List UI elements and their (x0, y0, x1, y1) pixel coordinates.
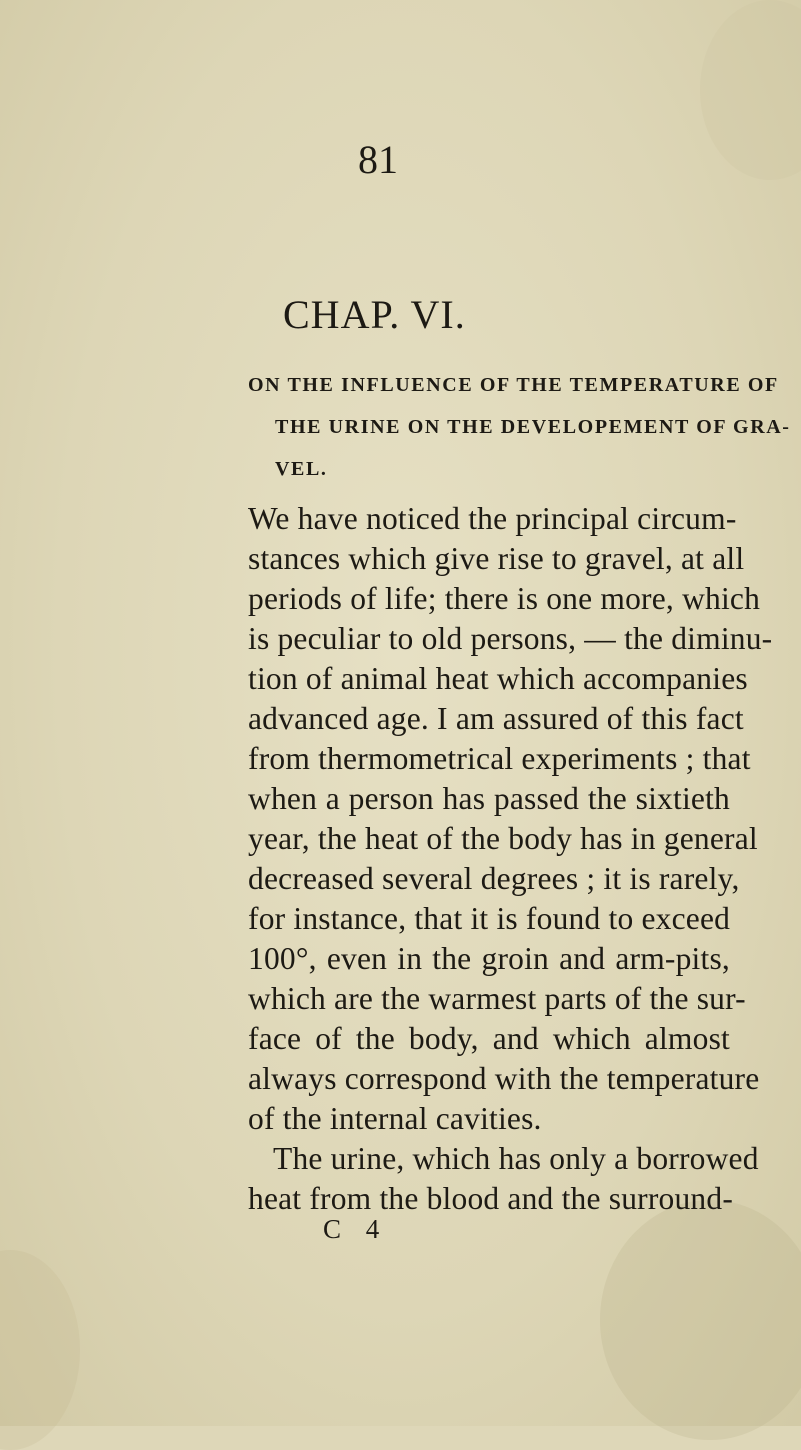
chapter-title-line: THE URINE ON THE DEVELOPEMENT OF GRA- (275, 416, 791, 438)
body-text-line: of the internal cavities. (248, 1101, 542, 1136)
chapter-title-line: VEL. (275, 458, 328, 480)
page-number: 81 (358, 137, 398, 182)
body-text-line: when a person has passed the sixtieth (248, 781, 730, 816)
body-text-line: heat from the blood and the surround- (248, 1181, 734, 1216)
chapter-title-line: ON THE INFLUENCE OF THE TEMPERATURE OF (248, 374, 779, 396)
body-text-line: always correspond with the temperature (248, 1061, 760, 1096)
paper-stain (0, 1250, 80, 1450)
chapter-heading: CHAP. VI. (283, 292, 466, 337)
body-text-line: tion of animal heat which accompanies (248, 661, 748, 696)
body-text-line: We have noticed the principal circum- (248, 501, 737, 536)
body-text-line: from thermometrical experiments ; that (248, 741, 751, 776)
body-text-line: periods of life; there is one more, which (248, 581, 761, 616)
paper-stain (700, 0, 801, 180)
body-text-line: face of the body, and which almost (248, 1021, 730, 1056)
body-text-line: The urine, which has only a borrowed (273, 1141, 759, 1176)
body-text-line: which are the warmest parts of the sur- (248, 981, 746, 1016)
body-text-line: stances which give rise to gravel, at all (248, 541, 745, 576)
body-text-line: is peculiar to old persons, — the diminu- (248, 621, 773, 656)
body-text-line: for instance, that it is found to exceed (248, 901, 731, 936)
body-text-line: 100°, even in the groin and arm-pits, (248, 941, 730, 976)
body-text-line: decreased several degrees ; it is rarely, (248, 861, 740, 896)
signature-mark: C 4 (323, 1214, 389, 1244)
body-text-line: advanced age. I am assured of this fact (248, 701, 744, 736)
body-text-line: year, the heat of the body has in general (248, 821, 758, 856)
paper-stain (600, 1200, 801, 1440)
